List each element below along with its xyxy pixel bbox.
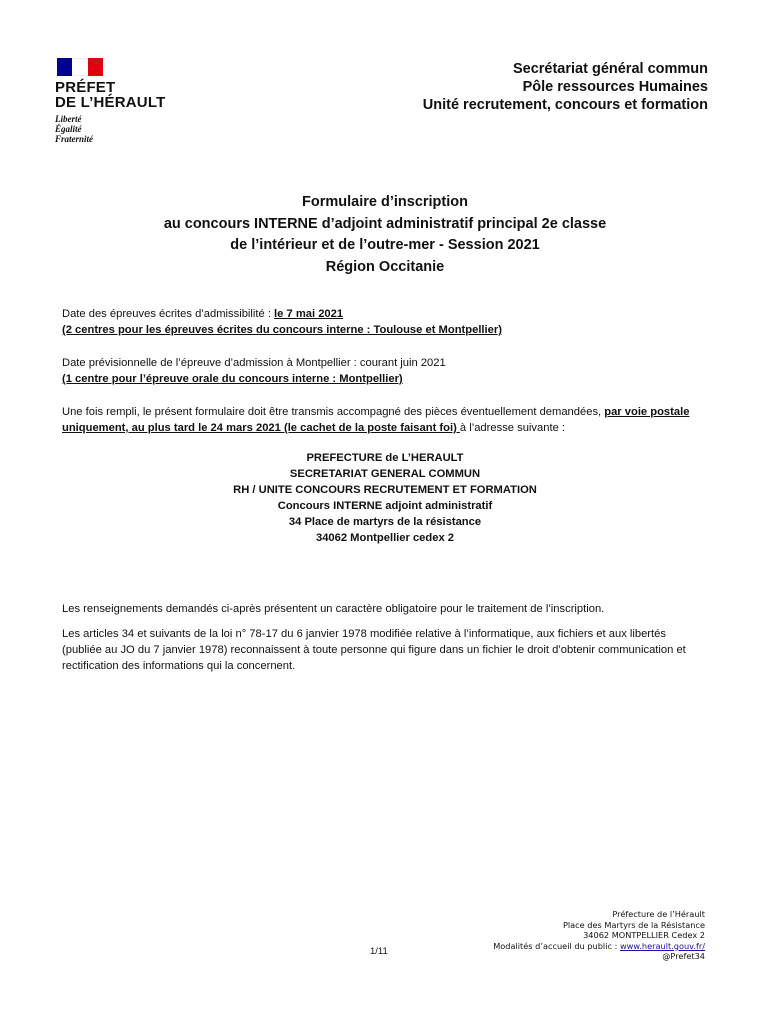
social-handle: @Prefet34	[662, 951, 705, 962]
department-header	[423, 60, 708, 114]
instructions-deadline: par voie postale uniquement, au plus tard le 24 mars 2021 (le cachet de la poste faisant foi)	[62, 406, 690, 434]
title-line: de l’intérieur et de l’outre-mer - Session 2021	[230, 237, 540, 253]
written-exam-info	[62, 306, 708, 338]
oral-exam-center: (1 centre pour l’épreuve orale du concours interne : Montpellier)	[62, 373, 403, 385]
header-line: Secrétariat général commun	[512, 61, 708, 77]
address-line: 34062 Montpellier cedex 2	[315, 532, 455, 544]
address-line: Concours INTERNE adjoint administratif	[277, 500, 493, 512]
mandatory-info: Les renseignements demandés ci-après présentent un caractère obligatoire pour le traitement de l’inscription.	[62, 603, 605, 615]
motto-line: Liberté	[55, 114, 82, 124]
french-flag-icon	[57, 58, 103, 76]
title-line: au concours INTERNE d’adjoint administratif principal 2e classe	[163, 215, 607, 232]
footer-line: Préfecture de l’Hérault	[612, 909, 705, 919]
instructions-text-end: à l’adresse suivante :	[459, 422, 566, 434]
title-line: Formulaire d’inscription	[302, 194, 468, 210]
footer-line: Place des Martyrs de la Résistance	[562, 919, 705, 930]
written-exam-date: le 7 mai 2021	[274, 308, 344, 320]
address-line: PREFECTURE de L’HERAULT	[306, 452, 464, 464]
written-exam-label: Date des épreuves écrites d’admissibilité :	[62, 308, 275, 320]
oral-exam-info	[62, 355, 708, 387]
privacy-notice: Les articles 34 et suivants de la loi n° 78-17 du 6 janvier 1978 modifiée relative à l’informatique, aux fichiers et aux libertés (publiée au JO du 7 janvier 1978) reconnaissent à toute personne qui figure dans un fichier le droit d’obtenir communication et rectification des informations qui la concernent.	[62, 628, 686, 672]
form-title	[0, 192, 770, 278]
logo-motto	[55, 114, 195, 144]
submission-instructions	[62, 404, 708, 436]
footer-reception	[493, 941, 705, 952]
prefecture-logo	[55, 58, 195, 144]
website-link[interactable]: www.herault.gouv.fr/	[619, 940, 705, 951]
logo-title-line: PRÉFET	[55, 79, 116, 96]
header-line: Unité recrutement, concours et formation	[422, 97, 708, 113]
header-line: Pôle ressources Humaines	[522, 79, 708, 95]
title-line: Région Occitanie	[325, 258, 445, 275]
footer-contact	[493, 909, 705, 962]
written-exam-centers: (2 centres pour les épreuves écrites du concours interne : Toulouse et Montpellier)	[62, 324, 502, 336]
address-line: RH / UNITE CONCOURS RECRUTEMENT ET FORMATION	[233, 484, 537, 496]
postal-address	[0, 450, 770, 546]
motto-line: Égalité	[55, 124, 82, 134]
page-number: 1/11	[370, 946, 388, 957]
address-line: 34 Place de martyrs de la résistance	[288, 516, 482, 528]
instructions-text: Une fois rempli, le présent formulaire doit être transmis accompagné des pièces éventuellement demandées,	[62, 406, 605, 418]
written-exam-date-line	[62, 306, 708, 322]
footer-line: 34062 MONTPELLIER Cedex 2	[583, 930, 705, 941]
reception-label: Modalités d’accueil du public :	[493, 940, 620, 951]
logo-title	[55, 80, 195, 110]
oral-exam-label: Date prévisionnelle de l’épreuve d’admission à Montpellier : courant juin 2021	[62, 357, 446, 369]
logo-title-line: DE L’HÉRAULT	[55, 94, 166, 111]
motto-line: Fraternité	[55, 134, 94, 144]
address-line: SECRETARIAT GENERAL COMMUN	[289, 468, 481, 480]
